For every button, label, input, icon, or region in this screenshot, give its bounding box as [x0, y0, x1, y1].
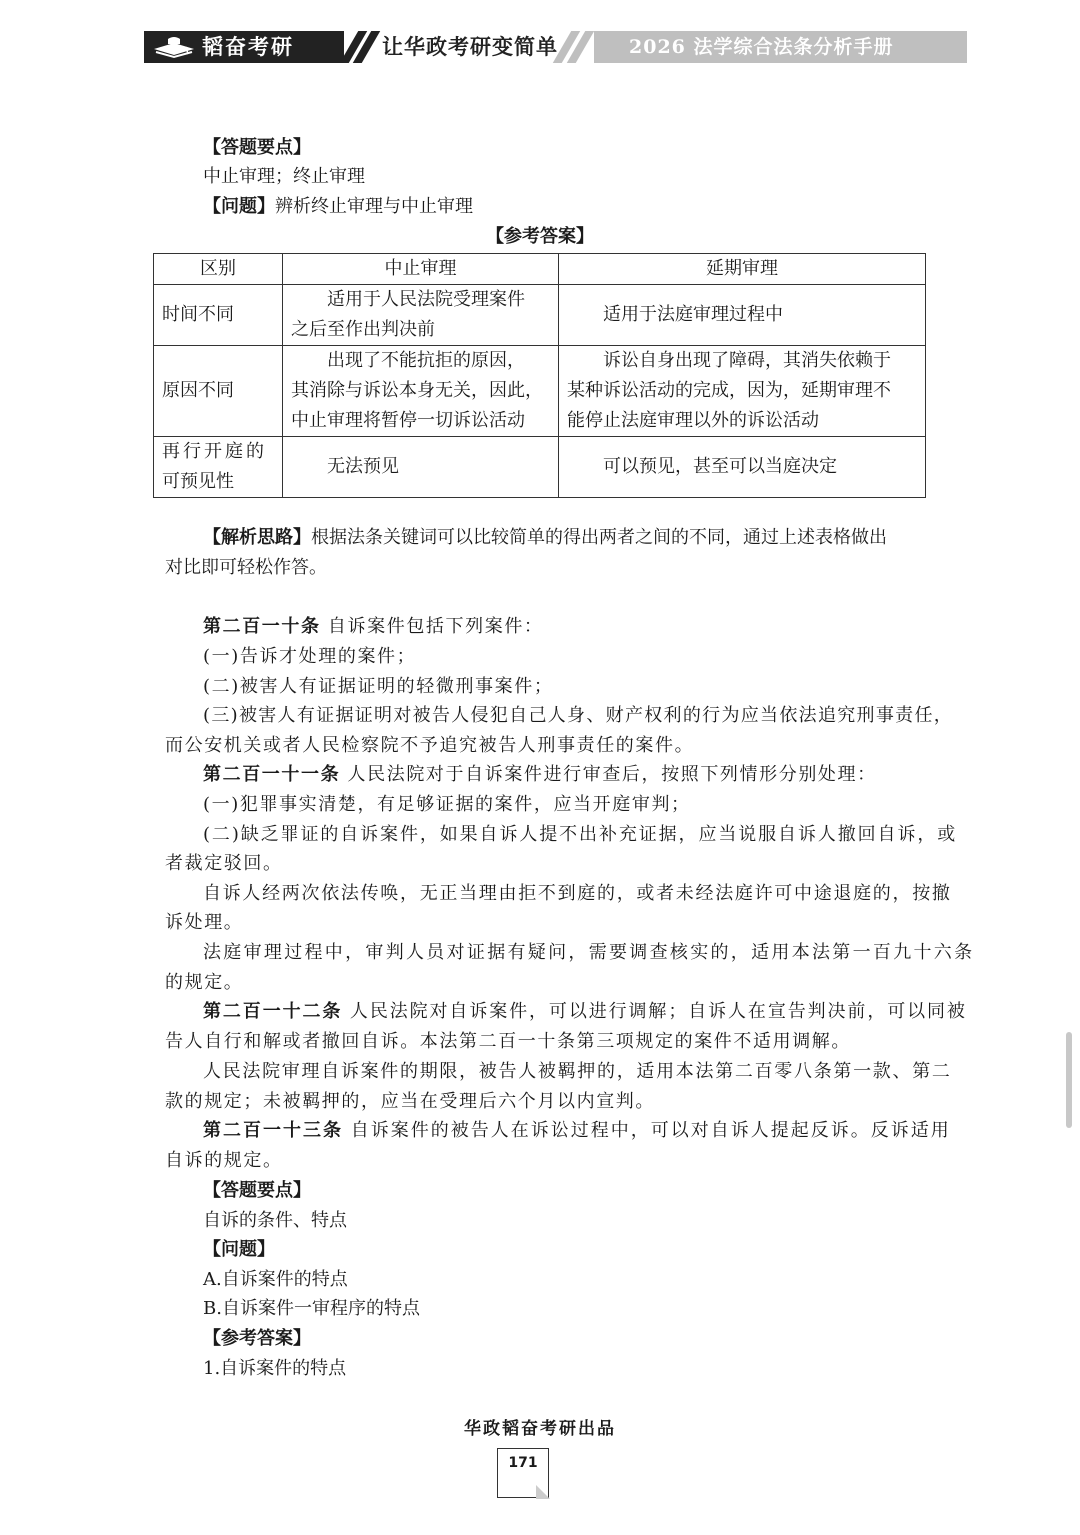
- article-paragraph: 的规定。: [165, 972, 244, 993]
- answer-item: 1.自诉案件的特点: [203, 1358, 347, 1379]
- question-label: 【问题】: [203, 196, 275, 217]
- article-paragraph: 款的规定；未被羁押的，应当在受理后六个月以内宣判。: [165, 1091, 655, 1112]
- table-row: [154, 285, 926, 346]
- article-title: 第二百一十三条: [203, 1120, 343, 1141]
- question-item: A.自诉案件的特点: [203, 1269, 348, 1290]
- question-line: [203, 192, 473, 222]
- header-logo-block: [144, 31, 344, 63]
- book-logo-icon: [150, 35, 198, 59]
- table-header-cell: 延期审理: [559, 254, 926, 285]
- article-title: 第二百一十条: [203, 616, 321, 637]
- question-text: 辨析终止审理与中止审理: [275, 196, 473, 217]
- article-paragraph: 诉处理。: [165, 912, 244, 933]
- article-item: (二)缺乏罪证的自诉案件，如果自诉人提不出补充证据，应当说服自诉人撤回自诉，或: [203, 824, 958, 845]
- analysis-line: 对比即可轻松作答。: [165, 557, 327, 578]
- analysis-label: 【解析思路】: [203, 527, 311, 548]
- table-cell: 诉讼自身出现了障碍，其消失依赖于 某种诉讼活动的完成，因为，延期审理不 能停止法庭审理以外的诉讼活动: [559, 346, 926, 437]
- page-fold-icon: [536, 1485, 550, 1499]
- table-header-cell: 中止审理: [283, 254, 559, 285]
- article-item: (一)告诉才处理的案件；: [203, 646, 417, 667]
- article-paragraph: 自诉人经两次依法传唤，无正当理由拒不到庭的，或者未经法庭许可中途退庭的，按撤: [203, 883, 952, 904]
- article-item: 者裁定驳回。: [165, 853, 283, 874]
- article-item: (一)犯罪事实清楚，有足够证据的案件，应当开庭审判；: [203, 794, 691, 815]
- question-item: B.自诉案件一审程序的特点: [203, 1298, 420, 1319]
- article-paragraph: 法庭审理过程中，审判人员对证据有疑问，需要调查核实的，适用本法第一百九十六条: [203, 942, 975, 963]
- table-header-row: [154, 254, 926, 285]
- table-header-cell: 区别: [154, 254, 283, 285]
- table-cell: 适用于人民法院受理案件 之后至作出判决前: [283, 285, 559, 346]
- article-paragraph: 人民法院审理自诉案件的期限，被告人被羁押的，适用本法第二百零八条第一款、第二: [203, 1061, 952, 1082]
- header-manual-title: 2026 法学综合法条分析手册: [629, 36, 894, 58]
- page-header: [144, 31, 967, 63]
- footer-publisher: 华政韬奋考研出品: [464, 1419, 616, 1439]
- table-row-label: 再行开庭的 可预见性: [154, 437, 283, 498]
- page-number: 171: [508, 1455, 538, 1471]
- key-points-label: 【答题要点】: [203, 137, 311, 158]
- table-cell: 出现了不能抗拒的原因， 其消除与诉讼本身无关，因此， 中止审理将暂停一切诉讼活动: [283, 346, 559, 437]
- comparison-table: [153, 253, 926, 498]
- article-210: 第二百一十条 自诉案件包括下列案件：: [203, 616, 544, 637]
- key-points-text: 中止审理；终止审理: [203, 166, 365, 187]
- table-cell: 可以预见，甚至可以当庭决定: [559, 437, 926, 498]
- scrollbar-thumb[interactable]: [1066, 1032, 1072, 1128]
- table-row-label: 原因不同: [154, 346, 283, 437]
- article-211: 第二百一十一条 人民法院对于自诉案件进行审查后，按照下列情形分别处理：: [203, 764, 877, 785]
- key-points-label: 【答题要点】: [203, 1180, 311, 1201]
- table-cell: 无法预见: [283, 437, 559, 498]
- key-points-text: 自诉的条件、特点: [203, 1210, 347, 1231]
- article-title: 第二百一十二条: [203, 1001, 343, 1022]
- article-title: 第二百一十一条: [203, 764, 341, 785]
- analysis-line: 【解析思路】根据法条关键词可以比较简单的得出两者之间的不同，通过上述表格做出: [203, 527, 887, 548]
- article-213: 第二百一十三条 自诉案件的被告人在诉讼过程中，可以对自诉人提起反诉。反诉适用: [203, 1120, 951, 1141]
- answer-label: 【参考答案】: [486, 226, 594, 247]
- table-cell: 适用于法庭审理过程中: [559, 285, 926, 346]
- header-brand: 韬奋考研: [202, 34, 294, 59]
- article-paragraph: 自诉的规定。: [165, 1150, 283, 1171]
- article-item: (二)被害人有证据证明的轻微刑事案件；: [203, 676, 554, 697]
- header-slogan: 让华政考研变简单: [382, 34, 558, 59]
- table-row-label: 时间不同: [154, 285, 283, 346]
- question-label: 【问题】: [203, 1239, 275, 1260]
- article-item: (三)被害人有证据证明对被告人侵犯自己人身、财产权利的行为应当依法追究刑事责任，: [203, 705, 954, 726]
- answer-label: 【参考答案】: [203, 1328, 311, 1349]
- article-paragraph: 告人自行和解或者撤回自诉。本法第二百一十条第三项规定的案件不适用调解。: [165, 1031, 851, 1052]
- article-item: 而公安机关或者人民检察院不予追究被告人刑事责任的案件。: [165, 735, 695, 756]
- table-row: [154, 346, 926, 437]
- article-212: 第二百一十二条 人民法院对自诉案件，可以进行调解；自诉人在宣告判决前，可以同被: [203, 1001, 967, 1022]
- page-number-box: [497, 1448, 549, 1498]
- table-row: [154, 437, 926, 498]
